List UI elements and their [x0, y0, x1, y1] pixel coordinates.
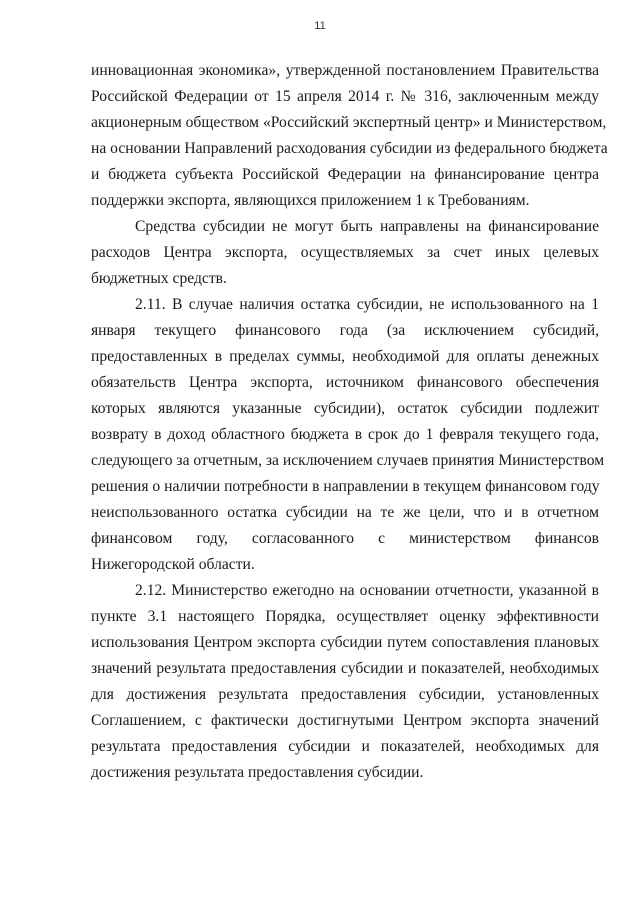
text-line: значений результата предоставления субсидии и показателей, необходимых — [91, 660, 599, 677]
text-line: достижения результата предоставления субсидии. — [91, 764, 424, 781]
text-line: Средства субсидии не могут быть направлены на финансирование — [135, 218, 599, 235]
text-line: для достижения результата предоставления субсидии, установленных — [91, 686, 599, 703]
text-line: и бюджета субъекта Российской Федерации на финансирование центра — [91, 166, 599, 183]
paragraph-2-12 — [91, 578, 599, 786]
text-line: бюджетных средств. — [91, 270, 227, 287]
text-line: Соглашением, с фактически достигнутыми Центром экспорта значений — [91, 712, 599, 729]
paragraph-2-11 — [91, 292, 605, 578]
text-line: пункте 3.1 настоящего Порядка, осуществляет оценку эффективности — [91, 608, 599, 625]
paragraph-subsidy-restriction — [91, 214, 599, 292]
text-line: 2.11. В случае наличия остатка субсидии, не использованного на 1 — [135, 296, 599, 313]
page-number: 11 — [314, 20, 326, 32]
text-line: обязательств Центра экспорта, источником финансового обеспечения — [91, 374, 599, 391]
text-line: результата предоставления субсидии и показателей, необходимых для — [91, 738, 599, 755]
text-line: Российской Федерации от 15 апреля 2014 г. № 316, заключенным между — [91, 88, 599, 105]
paragraph-continuation — [91, 58, 608, 214]
text-line: возврату в доход областного бюджета в срок до 1 февраля текущего года, — [91, 426, 599, 443]
text-line: акционерным обществом «Российский экспертный центр» и Министерством, — [91, 114, 607, 131]
text-line: января текущего финансового года (за исключением субсидий, — [91, 322, 599, 339]
text-line: расходов Центра экспорта, осуществляемых за счет иных целевых — [91, 244, 599, 261]
text-line: предоставленных в пределах суммы, необходимой для оплаты денежных — [91, 348, 599, 365]
text-line: финансовом году, согласованного с министерством финансов — [91, 530, 599, 547]
text-line: которых являются указанные субсидии), остаток субсидии подлежит — [91, 400, 599, 417]
text-line: использования Центром экспорта субсидии путем сопоставления плановых — [91, 634, 599, 651]
text-line: следующего за отчетным, за исключением случаев принятия Министерством — [91, 452, 605, 469]
text-line: на основании Направлений расходования субсидии из федерального бюджета — [91, 140, 608, 157]
text-line: неиспользованного остатка субсидии на те же цели, что и в отчетном — [91, 504, 599, 521]
text-line: 2.12. Министерство ежегодно на основании отчетности, указанной в — [135, 582, 599, 599]
text-line: поддержки экспорта, являющихся приложением 1 к Требованиям. — [91, 192, 530, 209]
document-body — [91, 58, 608, 786]
text-line: решения о наличии потребности в направлении в текущем финансовом году — [91, 478, 600, 495]
text-line: Нижегородской области. — [91, 556, 255, 573]
text-line: инновационная экономика», утвержденной постановлением Правительства — [91, 62, 599, 79]
